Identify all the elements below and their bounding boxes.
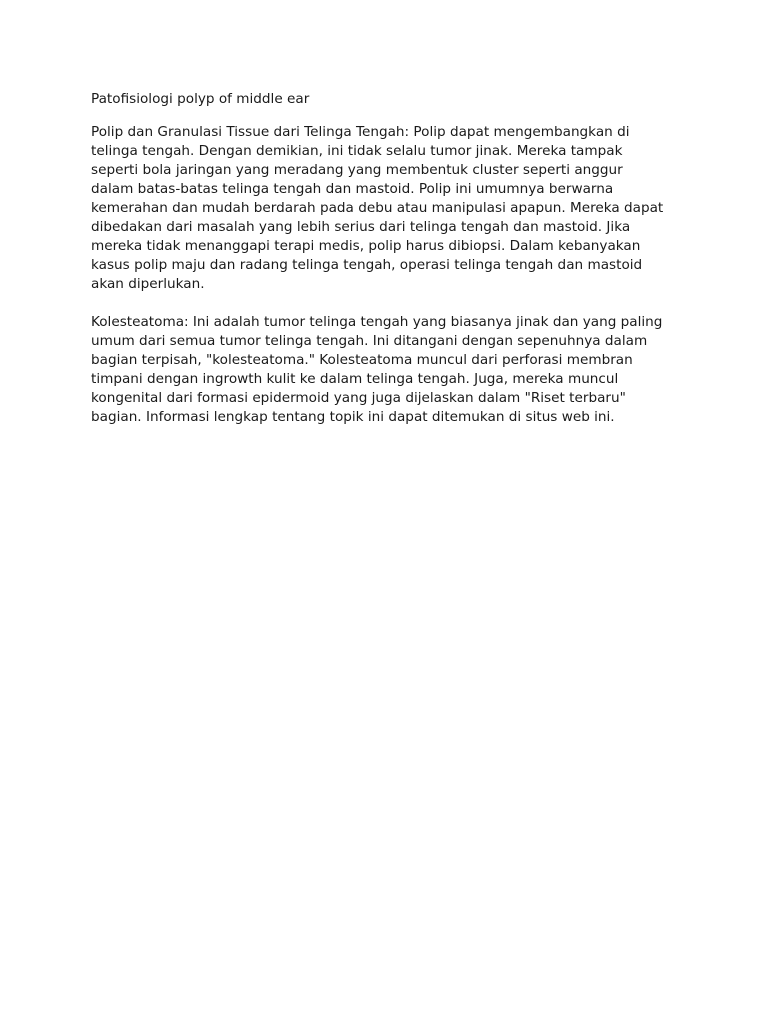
text-line: timpani dengan ingrowth kulit ke dalam telinga tengah. Juga, mereka muncul xyxy=(91,371,619,387)
document-title: Patofisiologi polyp of middle ear xyxy=(91,91,310,107)
paragraph-kolesteatoma xyxy=(91,313,691,427)
text-line: kongenital dari formasi epidermoid yang juga dijelaskan dalam "Riset terbaru" xyxy=(91,390,626,406)
text-line: akan diperlukan. xyxy=(91,276,205,292)
paragraph-polip xyxy=(91,123,691,294)
text-line: seperti bola jaringan yang meradang yang membentuk cluster seperti anggur xyxy=(91,162,623,178)
text-line: mereka tidak menanggapi terapi medis, polip harus dibiopsi. Dalam kebanyakan xyxy=(91,238,641,254)
text-line: kasus polip maju dan radang telinga tengah, operasi telinga tengah dan mastoid xyxy=(91,257,643,273)
text-line: Polip dan Granulasi Tissue dari Telinga Tengah: Polip dapat mengembangkan di xyxy=(91,124,630,140)
text-line: dibedakan dari masalah yang lebih serius dari telinga tengah dan mastoid. Jika xyxy=(91,219,631,235)
document-content xyxy=(91,90,691,446)
text-line: dalam batas-batas telinga tengah dan mastoid. Polip ini umumnya berwarna xyxy=(91,181,614,197)
text-line: umum dari semua tumor telinga tengah. Ini ditangani dengan sepenuhnya dalam xyxy=(91,333,648,349)
text-line: Kolesteatoma: Ini adalah tumor telinga tengah yang biasanya jinak dan yang paling xyxy=(91,314,663,330)
text-line: telinga tengah. Dengan demikian, ini tidak selalu tumor jinak. Mereka tampak xyxy=(91,143,623,159)
text-line: bagian terpisah, "kolesteatoma." Kolesteatoma muncul dari perforasi membran xyxy=(91,352,633,368)
text-line: kemerahan dan mudah berdarah pada debu atau manipulasi apapun. Mereka dapat xyxy=(91,200,664,216)
text-line: bagian. Informasi lengkap tentang topik ini dapat ditemukan di situs web ini. xyxy=(91,409,615,425)
